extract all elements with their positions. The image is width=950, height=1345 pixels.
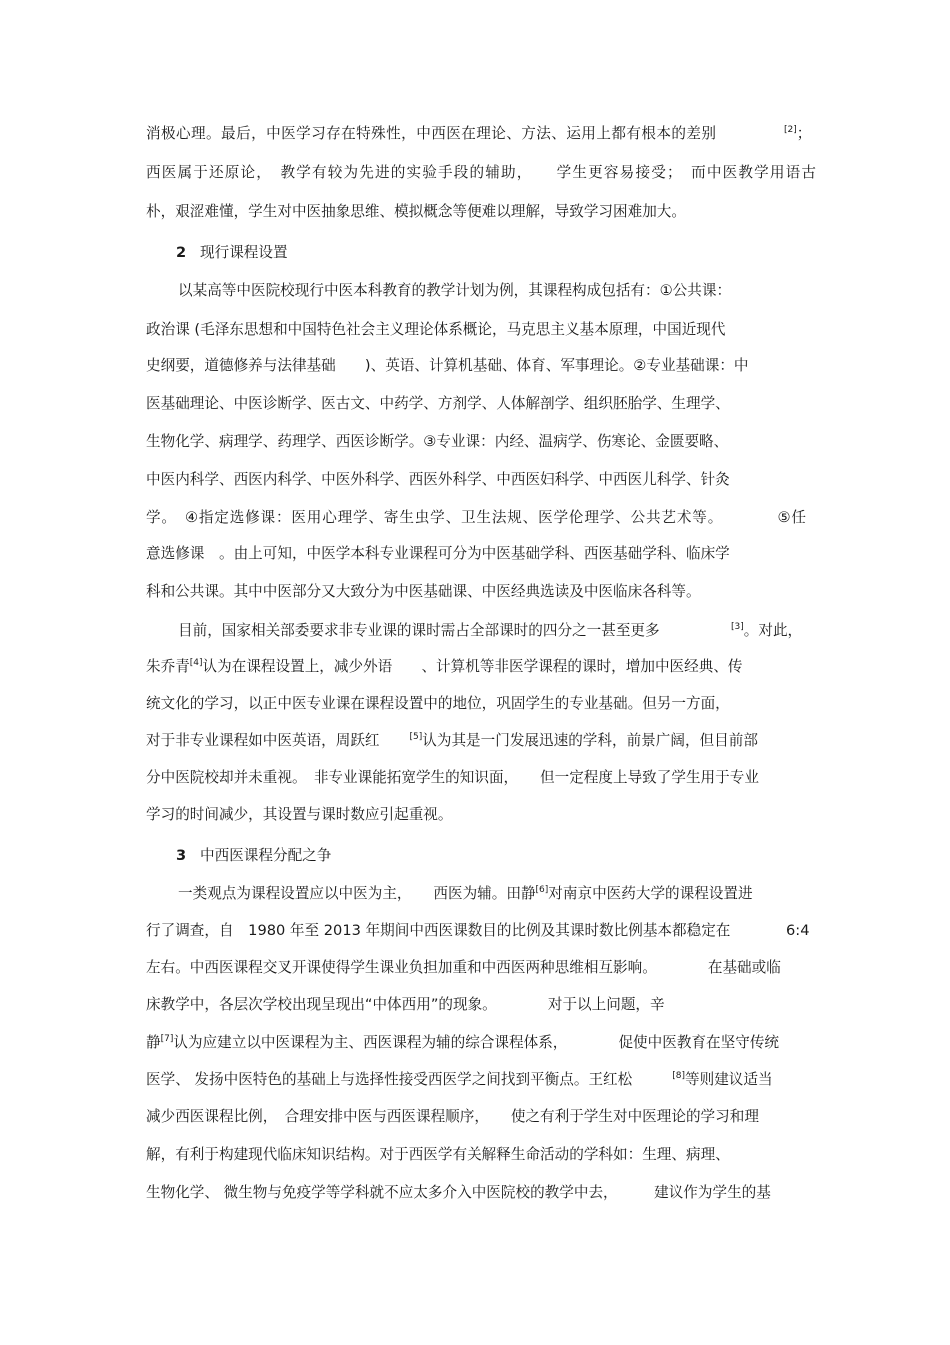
paragraph-line: 学习的时间减少，其设置与课时数应引起重视。 <box>146 806 453 823</box>
paragraph-line: 朱乔青[4]认为在课程设置上，减少外语 、计算机等非医学课程的课时，增加中医经典、传 <box>146 658 743 675</box>
paragraph-line: 朴，艰涩难懂，学生对中医抽象思维、模拟概念等便难以理解，导致学习困难加大。 <box>146 203 686 220</box>
paragraph-line: 中医内科学、西医内科学、中医外科学、西医外科学、中西医妇科学、中西医儿科学、针灸 <box>146 471 730 488</box>
paragraph-line: 对于非专业课程如中医英语，周跃红 [5]认为其是一门发展迅速的学科，前景广阔，但目前部 <box>146 732 758 749</box>
paragraph-line: 床教学中，各层次学校出现呈现出“中体西用”的现象。 对于以上问题，辛 <box>146 996 665 1013</box>
paragraph-line: 以某高等中医院校现行中医本科教育的教学计划为例，其课程构成包括有：①公共课： <box>178 282 732 299</box>
paragraph-line: 生物化学、病理学、药理学、西医诊断学。③专业课：内经、温病学、伤寒论、金匮要略、 <box>146 433 729 450</box>
paragraph-line: 统文化的学习，以正中医专业课在课程设置中的地位，巩固学生的专业基础。但另一方面， <box>146 695 730 712</box>
paragraph-line: 学。 ④指定选修课：医用心理学、寄生虫学、卫生法规、医学伦理学、公共艺术等。 ⑤任 <box>146 509 806 526</box>
section-heading: 2 现行课程设置 <box>176 244 288 261</box>
citation: [4] <box>189 658 203 668</box>
paragraph-line: 分中医院校却并未重视。 非专业课能拓宽学生的知识面， 但一定程度上导致了学生用于专业 <box>146 769 759 786</box>
paragraph-line: 解，有利于构建现代临床知识结构。对于西医学有关解释生命活动的学科如：生理、病理、 <box>146 1146 730 1163</box>
paragraph-line: 行了调查，自 1980 年至 2013 年期间中西医课数目的比例及其课时数比例基本都稳定在 <box>146 922 731 939</box>
paragraph-line: 消极心理。最后，中医学习存在特殊性，中西医在理论、方法、运用上都有根本的差别 <box>146 125 716 142</box>
citation: [5] <box>409 732 423 742</box>
citation: [2]； <box>784 125 812 142</box>
paragraph-line: 史纲要，道德修养与法律基础 )、英语、计算机基础、体育、军事理论。②专业基础课：中 <box>146 357 749 374</box>
paragraph-line: 医基础理论、中医诊断学、医古文、中药学、方剂学、人体解剖学、组织胚胎学、生理学、 <box>146 395 730 412</box>
citation: [8] <box>672 1071 685 1081</box>
paragraph-line: 医学、 发扬中医特色的基础上与选择性接受西医学之间找到平衡点。王红松 [8]等则建议适当 <box>146 1071 773 1088</box>
paragraph-line: 减少西医课程比例， 合理安排中医与西医课程顺序， 使之有利于学生对中医理论的学习和理 <box>146 1108 759 1125</box>
paragraph-line: 意选修课 。由上可知，中医学本科专业课程可分为中医基础学科、西医基础学科、临床学 <box>146 545 730 562</box>
citation: [6] <box>535 885 549 895</box>
paragraph-line: 生物化学、 微生物与免疫学等学科就不应太多介入中医院校的教学中去， 建议作为学生的基 <box>146 1184 771 1201</box>
citation: [7] <box>160 1034 174 1044</box>
ratio-value: 6:4 <box>786 922 810 939</box>
paragraph-line: 政治课 (毛泽东思想和中国特色社会主义理论体系概论，马克思主义基本原理，中国近现代 <box>146 321 726 338</box>
section-heading: 3 中西医课程分配之争 <box>176 847 332 864</box>
paragraph-line: 目前，国家相关部委要求非专业课的课时需占全部课时的四分之一甚至更多 <box>178 622 660 639</box>
paragraph-line: 科和公共课。其中中医部分又大致分为中医基础课、中医经典选读及中医临床各科等。 <box>146 583 701 600</box>
paragraph-line: 一类观点为课程设置应以中医为主， 西医为辅。田静[6]对南京中医药大学的课程设置进 <box>178 885 753 902</box>
paragraph-line: 左右。中西医课程交叉开课使得学生课业负担加重和中西医两种思维相互影响。 在基础或临 <box>146 959 781 976</box>
citation: [3]。对此， <box>731 622 803 639</box>
paragraph-line: 静[7]认为应建立以中医课程为主、西医课程为辅的综合课程体系， 促使中医教育在坚守传统 <box>146 1034 780 1051</box>
paragraph-line: 西医属于还原论， 教学有较为先进的实验手段的辅助， 学生更容易接受； 而中医教学用语古 <box>146 164 816 181</box>
